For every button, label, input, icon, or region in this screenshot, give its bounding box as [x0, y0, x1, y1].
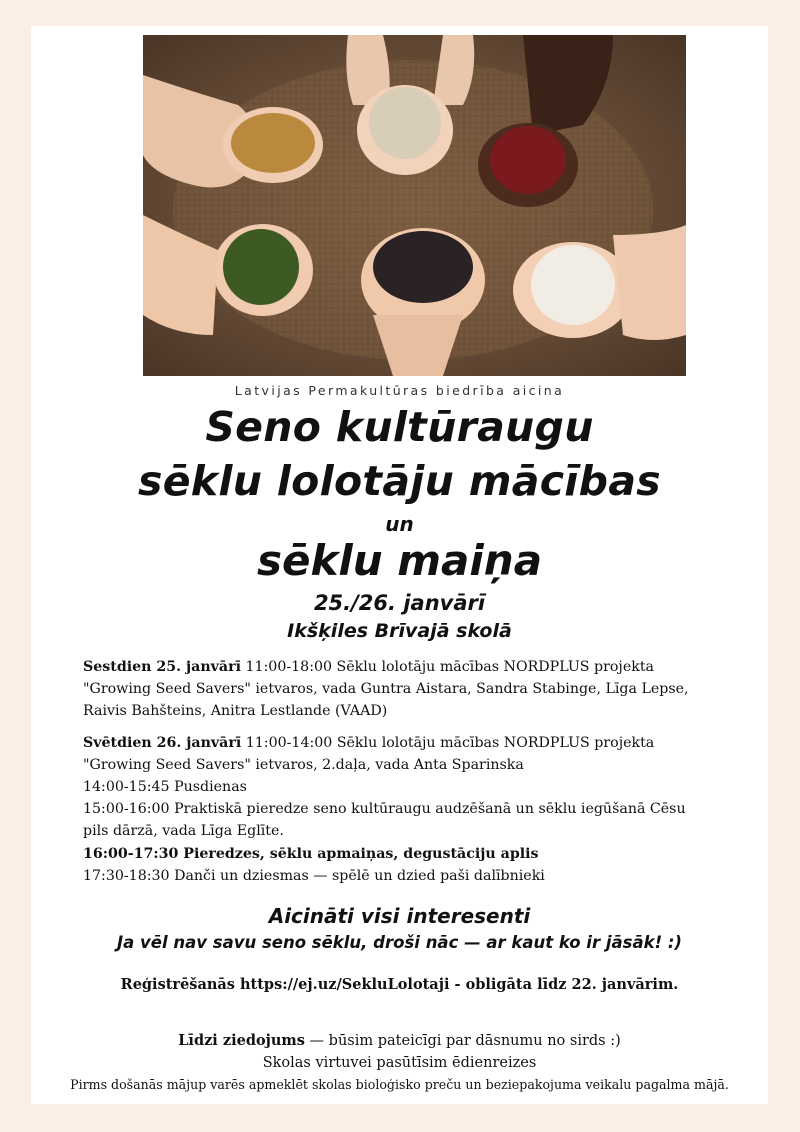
sunday-line-6: 16:00-17:30 Pieredzes, sēklu apmaiņas, degustāciju aplis: [83, 845, 539, 862]
saturday-label: Sestdien 25. janvārī: [83, 659, 241, 675]
registration-info: Reģistrēšanās https://ej.uz/SekluLolotaji - obligāta līdz 22. janvārim.: [120, 976, 679, 993]
title-conjunction: un: [385, 512, 414, 536]
title-line-3: sēklu maiņa: [256, 536, 543, 585]
saturday-block: [83, 656, 743, 723]
sunday-line-2: "Growing Seed Savers" ietvaros, 2.daļa, vada Anta Sparinska: [83, 756, 524, 773]
event-dates: 25./26. janvārī: [313, 591, 486, 615]
sunday-label: Svētdien 26. janvārī: [83, 734, 242, 751]
title-line-2: sēklu lolotāju mācības: [138, 457, 661, 505]
donation-line-2: Skolas virtuvei pasūtīsim ēdienreizes: [262, 1055, 537, 1071]
poster-sheet: [31, 26, 768, 1104]
title-line-1: Seno kultūraugu: [205, 403, 594, 451]
sunday-line-3: 14:00-15:45 Pusdienas: [83, 779, 247, 796]
saturday-line-1: Sestdien 25. janvārī 11:00-18:00 Sēklu lolotāju mācības NORDPLUS projekta: [83, 659, 654, 675]
donation-line-1: Līdzi ziedojums — būsim pateicīgi par dāsnumu no sirds :): [178, 1032, 621, 1049]
sunday-line-5: pils dārzā, vada Līga Eglīte.: [83, 823, 284, 840]
invite-heading: Aicināti visi interesenti: [268, 904, 531, 928]
event-venue: Ikšķiles Brīvajā skolā: [287, 620, 512, 642]
organizer-tagline: Latvijas Permakultūras biedrība aicina: [234, 383, 565, 398]
sunday-line-4: 15:00-16:00 Praktiskā pieredze seno kultūraugu audzēšanā un sēklu iegūšanā Cēsu: [83, 801, 686, 818]
saturday-line-2: "Growing Seed Savers" ietvaros, vada Guntra Aistara, Sandra Stabinge, Līga Lepse,: [83, 681, 689, 698]
hands-holding-seeds-image: [143, 35, 686, 376]
sunday-line-7: 17:30-18:30 Danči un dziesmas — spēlē un dzied paši dalībnieki: [83, 867, 545, 884]
donation-info: [31, 1030, 768, 1074]
program-schedule: [83, 656, 743, 896]
saturday-line-3: Raivis Bahšteins, Anitra Lestlande (VAAD): [83, 703, 388, 720]
invite-subheading: Ja vēl nav savu seno sēklu, droši nāc — ar kaut ko ir jāsāk! :): [117, 933, 682, 952]
sunday-line-1: Svētdien 26. janvārī 11:00-14:00 Sēklu lolotāju mācības NORDPLUS projekta: [83, 734, 655, 751]
footer-note: Pirms došanās mājup varēs apmeklēt skolas bioloģisko preču un beziepakojuma veikalu pagalma mājā.: [70, 1077, 729, 1092]
sunday-block: [83, 732, 743, 887]
